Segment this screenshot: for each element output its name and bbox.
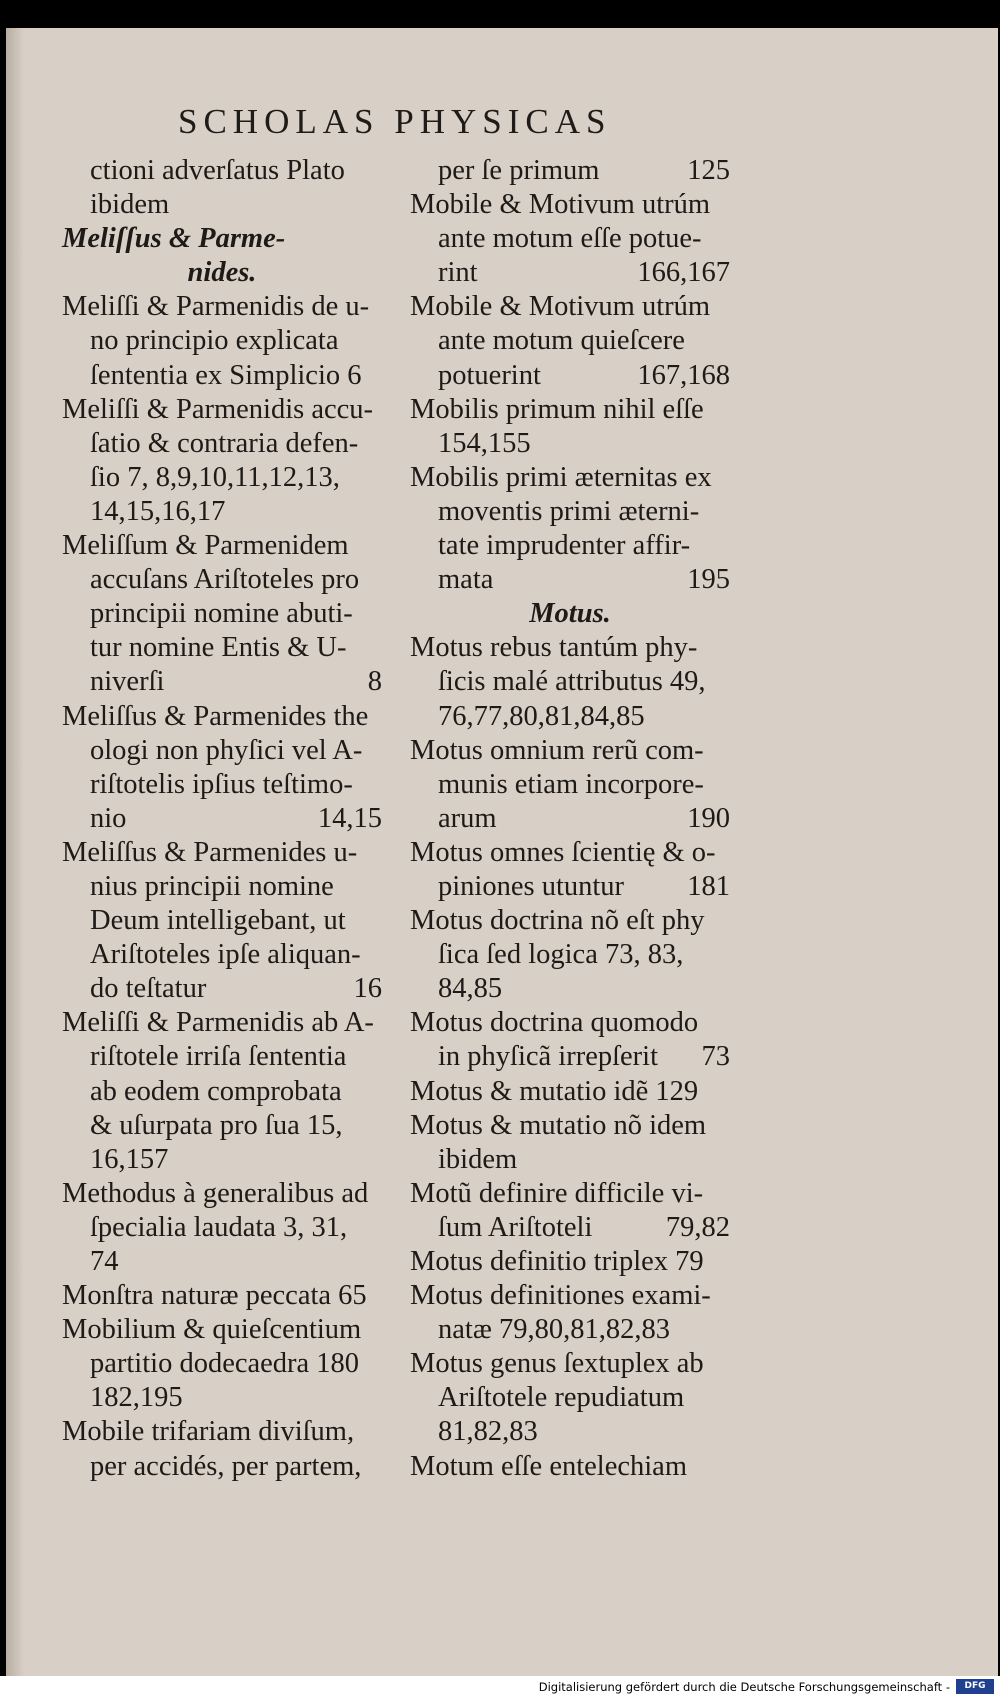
- index-line: [62, 290, 382, 324]
- index-entry-text: Motus & mutatio nõ idem: [410, 1109, 707, 1141]
- index-entry-text: Meliſſus & Parmenides the: [62, 700, 369, 732]
- index-entry-text: Motus omnium rerũ com-: [410, 734, 704, 766]
- index-entry-text: principii nomine abuti-: [90, 598, 353, 630]
- index-entry-text: ſio 7, 8,9,10,11,12,13,: [90, 461, 340, 493]
- index-entry-text: Meliſſi & Parmenidis ab A-: [62, 1007, 374, 1039]
- index-entry-text: 84,85: [438, 973, 503, 1005]
- index-line: [62, 1211, 382, 1245]
- index-entry-text: Motus genus ſextuplex ab: [410, 1348, 704, 1380]
- index-line: [62, 1075, 382, 1109]
- index-entry-text: piniones utuntur: [438, 870, 625, 902]
- index-entry-text: no principio explicata: [90, 325, 339, 357]
- digitization-footer: [0, 1676, 1000, 1699]
- index-entry-text: Meliſſi & Parmenidis accu-: [62, 393, 374, 425]
- index-entry-text: Mobile trifariam diviſum,: [62, 1416, 355, 1448]
- index-entry-text: in phyſicã irrepſerit: [438, 1041, 658, 1073]
- index-line: [62, 1040, 382, 1074]
- index-page-ref: 73: [701, 1041, 730, 1073]
- index-line: [410, 836, 730, 870]
- index-line: [62, 495, 382, 529]
- index-line: [410, 700, 730, 734]
- index-entry-text: Motus omnes ſcientię & o-: [410, 836, 716, 868]
- index-line: [410, 1313, 730, 1347]
- index-line: [410, 597, 730, 631]
- index-line: [410, 1381, 730, 1415]
- index-line: [410, 631, 730, 665]
- index-entry-text: niverſi: [90, 666, 165, 698]
- index-line: [410, 1109, 730, 1143]
- index-line: [62, 734, 382, 768]
- dfg-logo: DFG: [956, 1679, 994, 1694]
- index-entry-text: Meliſſi & Parmenidis de u-: [62, 291, 370, 323]
- index-line: [410, 1279, 730, 1313]
- index-line: [62, 1415, 382, 1449]
- index-entry-text: natæ 79,80,81,82,83: [438, 1314, 670, 1346]
- index-entry-text: ſententia ex Simplicio 6: [90, 359, 362, 391]
- index-line: [62, 938, 382, 972]
- index-line: [410, 324, 730, 358]
- index-entry-text: riſtotele irriſa ſententia: [90, 1041, 347, 1073]
- index-line: [62, 256, 382, 290]
- index-entry-text: per ſe primum: [438, 155, 600, 186]
- index-entry-text: ſica ſed logica 73, 83,: [438, 939, 684, 971]
- index-entry-text: nius principii nomine: [90, 870, 334, 902]
- index-line: [410, 1211, 730, 1245]
- index-entry-text: Mobilis primi æternitas ex: [410, 461, 712, 493]
- index-line: [62, 324, 382, 358]
- index-line: [62, 188, 382, 222]
- index-entry-text: ibidem: [90, 189, 170, 221]
- index-column-right: [410, 154, 730, 1484]
- index-entry-text: Monſtra naturæ peccata 65: [62, 1280, 367, 1312]
- index-entry-text: Motus rebus tantúm phy-: [410, 632, 698, 664]
- index-line: [62, 1109, 382, 1143]
- index-entry-text: nides.: [187, 257, 257, 289]
- index-page-ref: 16: [353, 973, 382, 1005]
- index-entry-text: ab eodem comprobata: [90, 1075, 342, 1107]
- index-entry-text: per accidés, per partem,: [90, 1450, 362, 1482]
- index-line: [410, 734, 730, 768]
- index-line: [410, 1347, 730, 1381]
- index-line: [62, 768, 382, 802]
- index-line: [410, 972, 730, 1006]
- index-line: [410, 904, 730, 938]
- index-entry-text: Mobile & Motivum utrúm: [410, 291, 711, 323]
- index-line: [410, 188, 730, 222]
- index-entry-text: Motus doctrina nõ eſt phy: [410, 905, 705, 937]
- index-entry-text: rint: [438, 257, 478, 289]
- index-line: [410, 495, 730, 529]
- index-line: [62, 563, 382, 597]
- index-line: [62, 1313, 382, 1347]
- index-page-ref: 14,15: [317, 802, 382, 834]
- index-entry-text: ſpecialia laudata 3, 31,: [90, 1211, 348, 1243]
- index-line: [62, 1177, 382, 1211]
- index-entry-text: Motũ definire difficile vi-: [410, 1177, 704, 1209]
- index-entry-text: 81,82,83: [438, 1416, 538, 1448]
- index-entry-text: ctioni adverſatus Plato: [90, 155, 345, 186]
- index-line: [410, 1040, 730, 1074]
- index-entry-text: 76,77,80,81,84,85: [438, 700, 645, 732]
- index-entry-text: Mobile & Motivum utrúm: [410, 189, 711, 221]
- index-entry-text: riſtotelis ipſius teſtimo-: [90, 768, 353, 800]
- index-page-ref: 8: [367, 666, 382, 698]
- index-line: [62, 393, 382, 427]
- index-page-ref: 190: [687, 802, 730, 834]
- index-line: [62, 1450, 382, 1484]
- index-entry-text: 74: [90, 1246, 119, 1277]
- index-line: [410, 938, 730, 972]
- index-line: [410, 1143, 730, 1177]
- index-line: [62, 1347, 382, 1381]
- index-entry-text: Methodus à generalibus ad: [62, 1177, 369, 1209]
- index-line: [62, 1279, 382, 1313]
- index-entry-text: Deum intelligebant, ut: [90, 905, 346, 937]
- index-line: [410, 870, 730, 904]
- index-entry-text: ante motum eſſe potue-: [438, 223, 702, 255]
- index-line: [410, 427, 730, 461]
- index-entry-text: Motus & mutatio idẽ 129: [410, 1075, 699, 1107]
- index-page-ref: 125: [687, 155, 730, 186]
- index-page-ref: 79,82: [665, 1211, 730, 1243]
- index-entry-text: Mobilis primum nihil eſſe: [410, 393, 704, 425]
- index-entry-text: tate imprudenter affir-: [438, 530, 691, 562]
- index-entry-text: Ariſtotele repudiatum: [438, 1382, 685, 1414]
- index-line: [410, 1006, 730, 1040]
- index-line: [410, 290, 730, 324]
- index-entry-text: accuſans Ariſtoteles pro: [90, 564, 360, 596]
- footer-credit: Digitalisierung gefördert durch die Deutsche Forschungsgemeinschaft -: [538, 1680, 950, 1694]
- index-entry-text: Motus doctrina quomodo: [410, 1007, 699, 1039]
- index-entry-text: ſicis malé attributus 49,: [438, 666, 706, 698]
- index-line: [62, 222, 382, 256]
- index-line: [62, 972, 382, 1006]
- index-entry-text: Meliſſus & Parmenides u-: [62, 836, 358, 868]
- index-line: [410, 393, 730, 427]
- index-entry-text: partitio dodecaedra 180: [90, 1348, 360, 1380]
- index-line: [410, 529, 730, 563]
- book-page: [6, 28, 998, 1676]
- running-head: SCHOLAS PHYSICAS: [178, 102, 612, 141]
- index-entry-text: ologi non phyſici vel A-: [90, 734, 363, 766]
- index-entry-text: 182,195: [90, 1382, 183, 1414]
- index-entry-text: Meliſſum & Parmenidem: [62, 530, 349, 562]
- index-line: [410, 1245, 730, 1279]
- index-line: [62, 1006, 382, 1040]
- index-line: [62, 904, 382, 938]
- index-line: [410, 256, 730, 290]
- index-page-ref: 195: [687, 564, 730, 596]
- index-line: [62, 870, 382, 904]
- index-line: [62, 836, 382, 870]
- index-line: [410, 768, 730, 802]
- index-line: [62, 529, 382, 563]
- index-line: [410, 1415, 730, 1449]
- index-entry-text: Ariſtoteles ipſe aliquan-: [90, 939, 361, 971]
- index-line: [62, 1381, 382, 1415]
- index-line: [62, 154, 382, 188]
- index-entry-text: 16,157: [90, 1143, 169, 1175]
- index-entry-text: Mobilium & quieſcentium: [62, 1314, 362, 1346]
- index-line: [410, 461, 730, 495]
- index-line: [62, 427, 382, 461]
- index-entry-text: ſum Ariſtoteli: [438, 1211, 593, 1243]
- index-entry-text: arum: [438, 802, 497, 834]
- index-line: [62, 631, 382, 665]
- index-entry-text: Meliſſus & Parme-: [62, 223, 286, 255]
- index-page-ref: 167,168: [637, 359, 730, 391]
- index-entry-text: Motus definitiones exami-: [410, 1280, 711, 1312]
- index-entry-text: Motum eſſe entelechiam: [410, 1450, 687, 1482]
- index-entry-text: & uſurpata pro ſua 15,: [90, 1109, 343, 1141]
- index-column-left: [62, 154, 382, 1484]
- index-page-ref: 181: [687, 870, 730, 902]
- index-entry-text: potuerint: [438, 359, 541, 391]
- index-line: [410, 359, 730, 393]
- index-line: [62, 665, 382, 699]
- index-line: [410, 1177, 730, 1211]
- index-line: [62, 802, 382, 836]
- index-entry-text: munis etiam incorpore-: [438, 768, 704, 800]
- index-entry-text: 154,155: [438, 427, 531, 459]
- index-line: [410, 1075, 730, 1109]
- index-entry-text: nio: [90, 802, 127, 834]
- index-entry-text: Motus.: [529, 598, 611, 630]
- index-entry-text: ante motum quieſcere: [438, 325, 685, 357]
- index-line: [410, 665, 730, 699]
- index-line: [62, 700, 382, 734]
- index-line: [410, 154, 730, 188]
- index-line: [410, 802, 730, 836]
- index-line: [410, 222, 730, 256]
- index-entry-text: mata: [438, 564, 494, 596]
- index-line: [62, 461, 382, 495]
- index-entry-text: do teſtatur: [90, 973, 207, 1005]
- index-line: [62, 359, 382, 393]
- index-entry-text: Motus definitio triplex 79: [410, 1246, 704, 1277]
- index-entry-text: ibidem: [438, 1143, 518, 1175]
- index-line: [410, 563, 730, 597]
- index-entry-text: ſatio & contraria defen-: [90, 427, 359, 459]
- index-line: [62, 597, 382, 631]
- index-entry-text: moventis primi æterni-: [438, 495, 700, 527]
- index-line: [410, 1450, 730, 1484]
- index-line: [62, 1245, 382, 1279]
- index-page-ref: 166,167: [637, 257, 730, 289]
- index-line: [62, 1143, 382, 1177]
- index-entry-text: tur nomine Entis & U-: [90, 632, 347, 664]
- index-entry-text: 14,15,16,17: [90, 495, 226, 527]
